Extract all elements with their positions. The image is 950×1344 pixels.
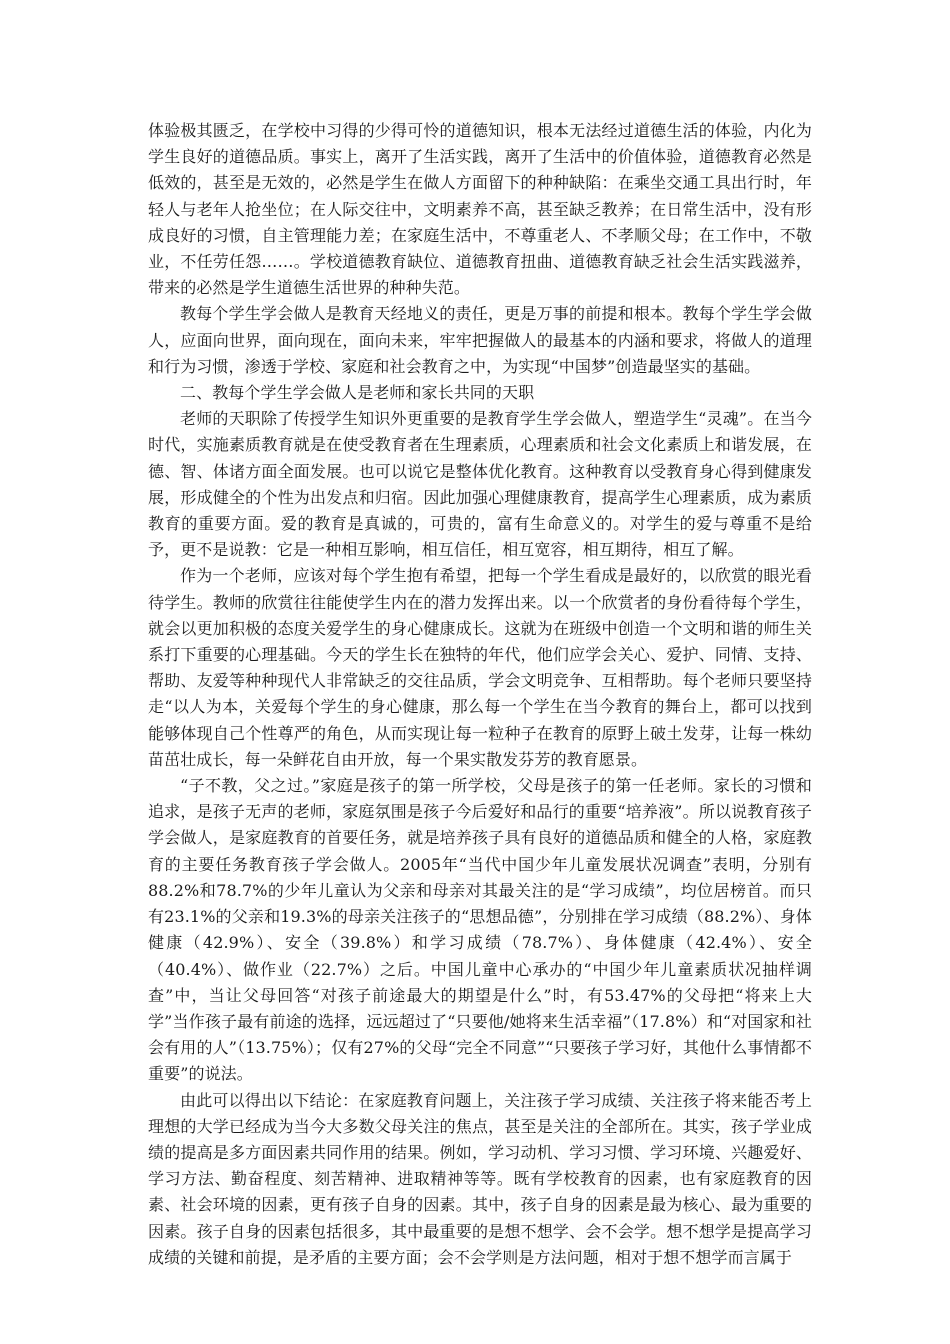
paragraph-continuation: 体验极其匮乏，在学校中习得的少得可怜的道德知识，根本无法经过道德生活的体验，内化为学生良好的道德品质。事实上，离开了生活实践，离开了生活中的价值体验，道德教育必然是低效的，甚至是无效的，必然是学生在做人方面留下的种种缺陷：在乘坐交通工具出行时，年轻人与老年人抢坐位；在人际交往中，文明素养不高，甚至缺乏教养；在日常生活中，没有形成良好的习惯，自主管理能力差；在家庭生活中，不尊重老人、不孝顺父母；在工作中，不敬业，不任劳任怨……。学校道德教育缺位、道德教育扭曲、道德教育缺乏社会生活实践滋养，带来的必然是学生道德生活世界的种种失范。 — [148, 121, 812, 298]
paragraph-family-education: “子不教，父之过。”家庭是孩子的第一所学校，父母是孩子的第一任老师。家长的习惯和追求，是孩子无声的老师，家庭氛围是孩子今后爱好和品行的重要“培养液”。所以说教育孩子学会做人，是家庭教育的首要任务，就是培养孩子具有良好的道德品质和健全的人格，家庭教育的主要任务教育孩子学会做人。2005年“当代中国少年儿童发展状况调查”表明，分别有88.2%和78.7%的少年儿童认为父亲和母亲对其最关注的是“学习成绩”，均位居榜首。而只有23.1%的父亲和19.3%的母亲关注孩子的“思想品德”，分别排在学习成绩（88.2%）、身体健康（42.9%）、安全（39.8%）和学习成绩（78.7%）、身体健康（42.4%）、安全（40.4%）、做作业（22.7%）之后。中国儿童中心承办的“中国少年儿童素质状况抽样调查”中，当让父母回答“对孩子前途最大的期望是什么”时，有53.47%的父母把“将来上大学”当作孩子最有前途的选择，远远超过了“只要他/她将来生活幸福”（17.8%）和“对国家和社会有用的人”（13.75%）；仅有27%的父母“完全不同意”“只要孩子学习好，其他什么事情都不重要”的说法。 — [148, 776, 812, 1084]
paragraph-responsibility: 教每个学生学会做人是教育天经地义的责任，更是万事的前提和根本。教每个学生学会做人，应面向世界，面向现在，面向未来，牢牢把握做人的最基本的内涵和要求，将做人的道理和行为习惯，渗透于学校、家庭和社会教育之中，为实现“中国梦”创造最坚实的基础。 — [148, 304, 812, 376]
paragraph-teacher-appreciation: 作为一个老师，应该对每个学生抱有希望，把每一个学生看成是最好的，以欣赏的眼光看待学生。教师的欣赏往往能使学生内在的潜力发挥出来。以一个欣赏者的身份看待每个学生，就会以更加积极的态度关爱学生的身心健康成长。这就为在班级中创造一个文明和谐的师生关系打下重要的心理基础。今天的学生长在独特的年代，他们应学会关心、爱护、同情、支持、帮助、友爱等种种现代人非常缺乏的交往品质，学会文明竞争、互相帮助。每个老师只要坚持走“以人为本，关爱每个学生的身心健康，那么每一个学生在当今教育的舞台上，都可以找到能够体现自己个性尊严的角色，从而实现让每一粒种子在教育的原野上破土发芽，让每一株幼苗茁壮成长，每一朵鲜花自由开放，每一个果实散发芬芳的教育愿景。 — [148, 566, 812, 769]
document-body — [148, 118, 812, 1271]
section-heading: 二、教每个学生学会做人是老师和家长共同的天职 — [180, 383, 535, 403]
paragraph-conclusion: 由此可以得出以下结论：在家庭教育问题上，关注孩子学习成绩、关注孩子将来能否考上理想的大学已经成为当今大多数父母关注的焦点，甚至是关注的全部所在。其实，孩子学业成绩的提高是多方面因素共同作用的结果。例如，学习动机、学习习惯、学习环境、兴趣爱好、学习方法、勤奋程度、刻苦精神、进取精神等等。既有学校教育的因素，也有家庭教育的因素、社会环境的因素，更有孩子自身的因素。其中，孩子自身的因素是最为核心、最为重要的因素。孩子自身的因素包括很多，其中最重要的是想不想学、会不会学。想不想学是提高学习成绩的关键和前提，是矛盾的主要方面；会不会学则是方法问题，相对于想不想学而言属于 — [148, 1090, 812, 1267]
paragraph-teacher-duty: 老师的天职除了传授学生知识外更重要的是教育学生学会做人，塑造学生“灵魂”。在当今时代，实施素质教育就是在使受教育者在生理素质，心理素质和社会文化素质上和谐发展，在德、智、体诸方面全面发展。也可以说它是整体优化教育。这种教育以受教育身心得到健康发展，形成健全的个性为出发点和归宿。因此加强心理健康教育，提高学生心理素质，成为素质教育的重要方面。爱的教育是真诚的，可贵的，富有生命意义的。对学生的爱与尊重不是给予，更不是说教：它是一种相互影响，相互信任，相互宽容，相互期待，相互了解。 — [148, 409, 812, 560]
